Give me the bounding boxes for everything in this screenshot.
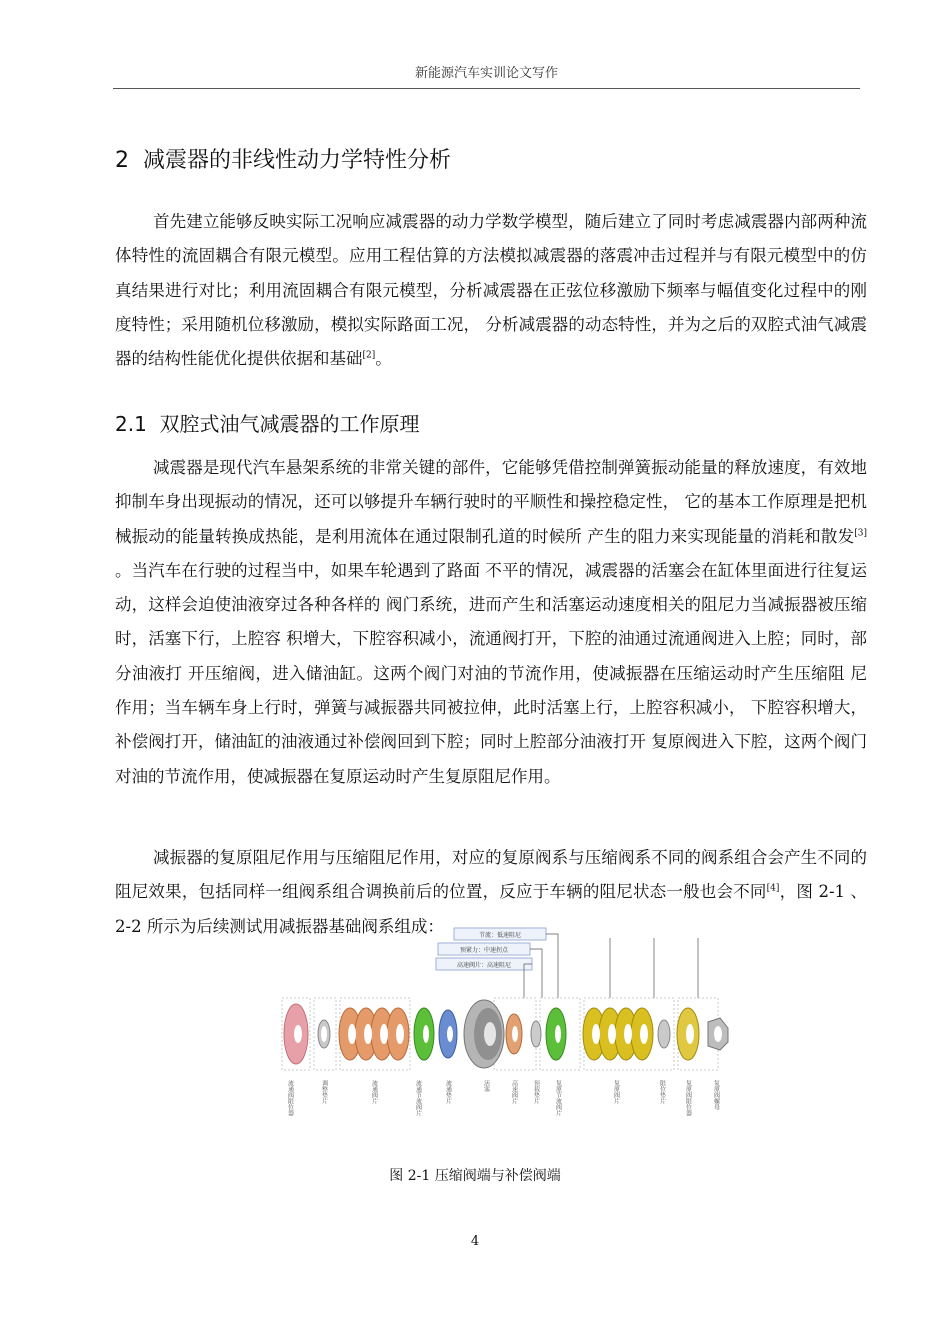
citation-3: [3] [854, 528, 867, 539]
section-heading [115, 143, 451, 174]
para3-text-a: 减振器的复原阻尼作用与压缩阻尼作用，对应的复原阀系与压缩阀系不同的阀系组合会产生不同的阻尼效果，包括同样一组阀系组合调换前后的位置，反应于车辆的阻尼状态一般也会不同 [115, 848, 867, 902]
page-number: 4 [470, 1234, 480, 1249]
label-flow-throttle-disc: 流通节流阀片 [414, 1080, 422, 1116]
para2-text-a: 减震器是现代汽车悬架系统的非常关键的部件，它能够凭借控制弹簧振动能量的释放速度，有效地抑制车身出现振动的情况，还可以够提升车辆行驶时的平顺性和操控稳定性， 它的基本工作原理是把机械振动的能量转换成热能，是利用流体在通过限制孔道的时候所 产生的阻力来实现能量的消耗和散发 [115, 458, 867, 546]
subsection-heading [115, 408, 420, 437]
subsection-title: 双腔式油气减震器的工作原理 [159, 412, 420, 436]
label-piston: 活塞 [482, 1080, 490, 1092]
header-title: 新能源汽车实训论文写作 [414, 66, 558, 81]
callout-box-1: 节流：低速阻尼 [478, 932, 522, 939]
label-flow-disc: 流通阀片 [370, 1080, 378, 1104]
callout-box-3: 高速阀片：高速阻尼 [456, 962, 512, 969]
para1-tail: 。 [375, 349, 392, 369]
label-preload-washer: 预载垫片 [532, 1080, 540, 1104]
citation-2: [2] [362, 350, 376, 361]
para3-text-b: ，图 2-1 、2-2 所示为后续测试用减振器基础阀系组成： [115, 882, 868, 936]
subsection-number: 2.1 [115, 412, 147, 436]
valve-assembly-figure [258, 918, 734, 1118]
paragraph-intro [115, 205, 867, 376]
label-rebound-nut: 复原阀螺母 [712, 1080, 720, 1110]
section-number: 2 [115, 148, 129, 173]
callout-box-2: 预紧力：中速拐点 [459, 947, 509, 954]
section-title: 减震器的非线性动力学特性分析 [143, 148, 452, 173]
label-flow-washer: 流通垫片 [444, 1080, 452, 1104]
figure-caption: 图 2-1 压缩阀端与补偿阀端 [389, 1168, 561, 1184]
para1-text: 首先建立能够反映实际工况响应减震器的动力学数学模型，随后建立了同时考虑减震器内部两种流体特性的流固耦合有限元模型。应用工程估算的方法模拟减震器的落震冲击过程并与有限元模型中的仿真结果进行对比；利用流固耦合有限元模型，分析减震器在正弦位移激励下频率与幅值变化过程中的刚度特性；采用随机位移激励，模拟实际路面工况， 分析减震器的动态特性，并为之后的双腔式油气减震器的结构性能优化提供依据和基础 [115, 212, 867, 369]
page-header [113, 62, 860, 89]
part-labels [287, 1079, 720, 1117]
label-rebound-throttle-disc: 复原节流阀片 [554, 1080, 562, 1116]
label-rebound-disc: 复原阀片 [612, 1080, 620, 1104]
label-high-speed-disc: 高速阀片 [510, 1080, 518, 1104]
label-limit-washer: 限位垫片 [658, 1080, 666, 1104]
para2-text-b: 。当汽车在行驶的过程当中，如果车轮遇到了路面 不平的情况，减震器的活塞会在缸体里面进行往复运动，这样会迫使油液穿过各种各样的 阀门系统，进而产生和活塞运动速度相关的阻尼力当减振器被压缩时，活塞下行，上腔容 积增大，下腔容积减小，流通阀打开，下腔的油通过流通阀进入上腔；同时，部分油液打 开压缩阀，进入储油缸。这两个阀门对油的节流作用，使减振器在压缩运动时产生压缩阻 尼作用；当车辆车身上行时，弹簧与减振器共同被拉伸，此时活塞上行，上腔容积减小， 下腔容积增大，补偿阀打开，储油缸的油液通过补偿阀回到下腔；同时上腔部分油液打开 复原阀进入下腔，这两个阀门对油的节流作用，使减振器在复原运动时产生复原阻尼作用。 [115, 560, 867, 786]
paragraph-principle [115, 451, 867, 794]
callout-boxes [436, 928, 698, 998]
citation-4: [4] [766, 883, 780, 894]
label-flow-limiter: 流通阀限位器 [286, 1080, 294, 1116]
label-adjust-washer: 调整垫片 [320, 1080, 328, 1104]
label-rebound-limiter: 复原阀限位器 [684, 1080, 692, 1116]
